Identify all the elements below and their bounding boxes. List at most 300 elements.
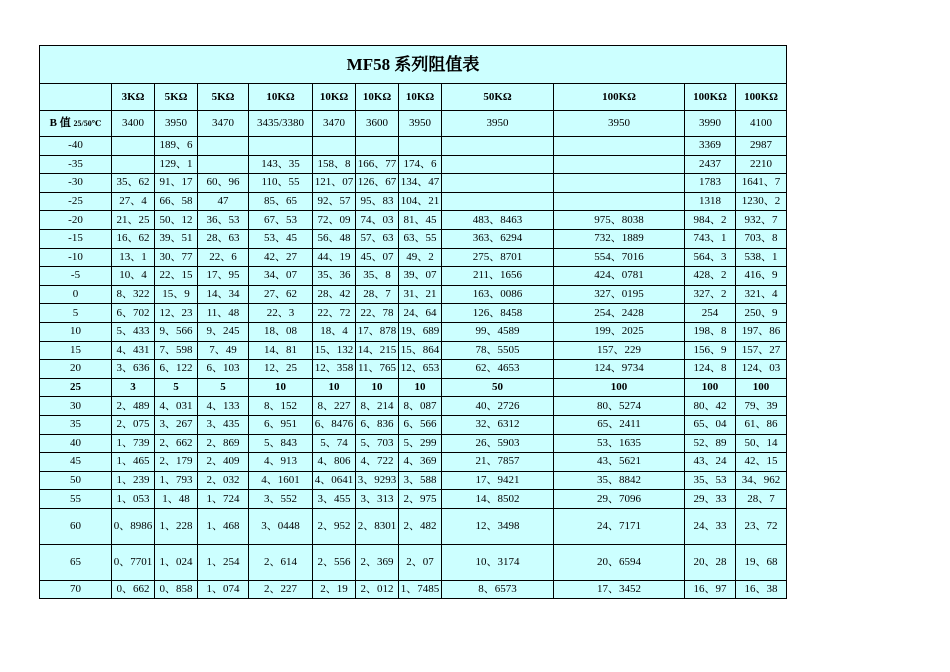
resistance-cell: 16、38 <box>736 580 787 599</box>
b-value-label-suffix: 25/50℃ <box>73 119 102 128</box>
resistance-cell: 174、6 <box>399 155 442 174</box>
temperature-cell: 45 <box>40 453 112 472</box>
resistance-cell: 3369 <box>685 137 736 156</box>
table-row <box>40 453 787 472</box>
temperature-cell: 35 <box>40 415 112 434</box>
temperature-cell: 25 <box>40 378 112 397</box>
resistance-cell: 3、267 <box>155 415 198 434</box>
resistance-cell: 22、3 <box>249 304 313 323</box>
resistance-cell: 4、369 <box>399 453 442 472</box>
resistance-cell: 275、8701 <box>442 248 554 267</box>
table-row <box>40 508 787 544</box>
resistance-cell: 1、053 <box>112 490 155 509</box>
resistance-cell: 35、8 <box>356 267 399 286</box>
resistance-cell: 12、653 <box>399 360 442 379</box>
resistance-cell: 32、6312 <box>442 415 554 434</box>
resistance-cell: 15、9 <box>155 285 198 304</box>
resistance-cell: 22、15 <box>155 267 198 286</box>
resistance-cell: 6、8476 <box>313 415 356 434</box>
resistance-cell: 31、21 <box>399 285 442 304</box>
temperature-cell: -25 <box>40 192 112 211</box>
column-header: 5KΩ <box>155 84 198 111</box>
resistance-cell: 4、133 <box>198 397 249 416</box>
resistance-cell: 12、3498 <box>442 508 554 544</box>
resistance-cell: 40、2726 <box>442 397 554 416</box>
resistance-cell: 91、17 <box>155 174 198 193</box>
resistance-cell: 28、7 <box>356 285 399 304</box>
table-row <box>40 211 787 230</box>
resistance-cell: 57、63 <box>356 229 399 248</box>
resistance-cell: 24、7171 <box>554 508 685 544</box>
resistance-cell: 17、95 <box>198 267 249 286</box>
resistance-cell: 35、62 <box>112 174 155 193</box>
resistance-cell <box>356 137 399 156</box>
header-row <box>40 84 787 111</box>
resistance-cell: 62、4653 <box>442 360 554 379</box>
resistance-cell: 703、8 <box>736 229 787 248</box>
temperature-cell: 40 <box>40 434 112 453</box>
resistance-cell: 10、4 <box>112 267 155 286</box>
b-value-row <box>40 111 787 137</box>
resistance-cell: 60、96 <box>198 174 249 193</box>
resistance-cell: 6、951 <box>249 415 313 434</box>
resistance-cell: 198、8 <box>685 322 736 341</box>
table-row <box>40 174 787 193</box>
resistance-cell: 39、51 <box>155 229 198 248</box>
b-value-label-text: B 值 <box>49 117 74 129</box>
resistance-cell <box>198 137 249 156</box>
temperature-cell: 60 <box>40 508 112 544</box>
temperature-cell: 65 <box>40 544 112 580</box>
column-header: 10KΩ <box>399 84 442 111</box>
resistance-cell: 34、07 <box>249 267 313 286</box>
table-row <box>40 285 787 304</box>
resistance-cell: 22、78 <box>356 304 399 323</box>
temperature-cell: 70 <box>40 580 112 599</box>
resistance-cell: 74、03 <box>356 211 399 230</box>
resistance-cell: 16、62 <box>112 229 155 248</box>
resistance-cell: 2、409 <box>198 453 249 472</box>
resistance-cell: 80、42 <box>685 397 736 416</box>
resistance-cell <box>112 155 155 174</box>
resistance-cell: 5、843 <box>249 434 313 453</box>
resistance-cell: 126、8458 <box>442 304 554 323</box>
resistance-cell <box>554 174 685 193</box>
resistance-cell: 66、58 <box>155 192 198 211</box>
resistance-cell: 29、33 <box>685 490 736 509</box>
resistance-cell: 416、9 <box>736 267 787 286</box>
resistance-cell: 8、227 <box>313 397 356 416</box>
column-header: 10KΩ <box>249 84 313 111</box>
resistance-cell: 26、5903 <box>442 434 554 453</box>
resistance-cell: 29、7096 <box>554 490 685 509</box>
resistance-cell: 22、6 <box>198 248 249 267</box>
table-row <box>40 544 787 580</box>
resistance-cell: 6、103 <box>198 360 249 379</box>
resistance-cell: 100 <box>736 378 787 397</box>
b-value-cell: 3950 <box>554 111 685 137</box>
resistance-cell: 1783 <box>685 174 736 193</box>
resistance-cell: 81、45 <box>399 211 442 230</box>
resistance-cell <box>554 155 685 174</box>
resistance-cell: 1、468 <box>198 508 249 544</box>
resistance-cell: 2、227 <box>249 580 313 599</box>
column-header: 100KΩ <box>554 84 685 111</box>
resistance-cell: 4、722 <box>356 453 399 472</box>
resistance-cell: 7、49 <box>198 341 249 360</box>
resistance-cell: 3、552 <box>249 490 313 509</box>
resistance-cell: 10 <box>399 378 442 397</box>
column-header: 10KΩ <box>313 84 356 111</box>
table-row <box>40 397 787 416</box>
resistance-cell: 10 <box>249 378 313 397</box>
resistance-cell: 14、215 <box>356 341 399 360</box>
resistance-cell <box>442 155 554 174</box>
resistance-cell: 8、6573 <box>442 580 554 599</box>
resistance-cell: 28、63 <box>198 229 249 248</box>
resistance-cell: 1、724 <box>198 490 249 509</box>
table-row <box>40 360 787 379</box>
resistance-cell: 1、254 <box>198 544 249 580</box>
resistance-cell: 8、322 <box>112 285 155 304</box>
resistance-cell: 27、62 <box>249 285 313 304</box>
resistance-cell: 8、152 <box>249 397 313 416</box>
resistance-cell: 9、566 <box>155 322 198 341</box>
temperature-cell: -5 <box>40 267 112 286</box>
column-header: 50KΩ <box>442 84 554 111</box>
resistance-cell: 13、1 <box>112 248 155 267</box>
b-value-cell: 3435/3380 <box>249 111 313 137</box>
resistance-cell: 2987 <box>736 137 787 156</box>
resistance-cell: 24、64 <box>399 304 442 323</box>
resistance-cell: 2、07 <box>399 544 442 580</box>
table-row <box>40 155 787 174</box>
resistance-cell: 34、962 <box>736 471 787 490</box>
resistance-cell: 0、8986 <box>112 508 155 544</box>
resistance-cell: 53、45 <box>249 229 313 248</box>
temperature-cell: 30 <box>40 397 112 416</box>
b-value-cell: 3470 <box>198 111 249 137</box>
resistance-cell: 100 <box>685 378 736 397</box>
resistance-cell: 49、2 <box>399 248 442 267</box>
resistance-cell: 2、179 <box>155 453 198 472</box>
resistance-cell: 10 <box>356 378 399 397</box>
resistance-cell: 984、2 <box>685 211 736 230</box>
resistance-cell: 10 <box>313 378 356 397</box>
resistance-cell: 50、14 <box>736 434 787 453</box>
resistance-cell: 483、8463 <box>442 211 554 230</box>
resistance-cell: 250、9 <box>736 304 787 323</box>
resistance-cell: 35、36 <box>313 267 356 286</box>
resistance-cell <box>112 137 155 156</box>
table-row <box>40 137 787 156</box>
column-header: 5KΩ <box>198 84 249 111</box>
resistance-cell: 1641、7 <box>736 174 787 193</box>
resistance-cell: 12、23 <box>155 304 198 323</box>
resistance-cell <box>313 137 356 156</box>
column-header: 10KΩ <box>356 84 399 111</box>
resistance-cell: 99、4589 <box>442 322 554 341</box>
resistance-cell: 24、33 <box>685 508 736 544</box>
resistance-cell: 5、299 <box>399 434 442 453</box>
resistance-cell: 1、465 <box>112 453 155 472</box>
resistance-cell <box>442 192 554 211</box>
resistance-cell: 3、636 <box>112 360 155 379</box>
resistance-cell: 254、2428 <box>554 304 685 323</box>
resistance-cell: 14、34 <box>198 285 249 304</box>
resistance-cell <box>198 155 249 174</box>
resistance-cell: 17、9421 <box>442 471 554 490</box>
resistance-cell: 4、1601 <box>249 471 313 490</box>
resistance-cell: 53、1635 <box>554 434 685 453</box>
resistance-cell: 43、24 <box>685 453 736 472</box>
resistance-cell: 211、1656 <box>442 267 554 286</box>
resistance-cell: 3 <box>112 378 155 397</box>
resistance-cell: 67、53 <box>249 211 313 230</box>
resistance-cell: 327、2 <box>685 285 736 304</box>
resistance-cell: 21、25 <box>112 211 155 230</box>
resistance-cell: 6、836 <box>356 415 399 434</box>
resistance-cell: 65、2411 <box>554 415 685 434</box>
resistance-cell: 124、8 <box>685 360 736 379</box>
temperature-cell: -10 <box>40 248 112 267</box>
resistance-cell: 30、77 <box>155 248 198 267</box>
resistance-cell: 197、86 <box>736 322 787 341</box>
resistance-cell: 18、08 <box>249 322 313 341</box>
resistance-cell: 2、032 <box>198 471 249 490</box>
resistance-cell <box>249 137 313 156</box>
resistance-cell: 79、39 <box>736 397 787 416</box>
resistance-cell: 2、012 <box>356 580 399 599</box>
resistance-cell: 4、913 <box>249 453 313 472</box>
resistance-cell: 2437 <box>685 155 736 174</box>
table-row <box>40 267 787 286</box>
resistance-cell: 56、48 <box>313 229 356 248</box>
resistance-cell: 8、087 <box>399 397 442 416</box>
temperature-cell: 20 <box>40 360 112 379</box>
resistance-cell: 2、19 <box>313 580 356 599</box>
resistance-cell: 11、48 <box>198 304 249 323</box>
table-row <box>40 378 787 397</box>
resistance-cell: 321、4 <box>736 285 787 304</box>
resistance-cell: 19、689 <box>399 322 442 341</box>
resistance-cell <box>399 137 442 156</box>
resistance-cell: 166、77 <box>356 155 399 174</box>
resistance-cell: 52、89 <box>685 434 736 453</box>
temperature-cell: 15 <box>40 341 112 360</box>
resistance-cell: 80、5274 <box>554 397 685 416</box>
resistance-cell: 63、55 <box>399 229 442 248</box>
resistance-cell: 43、5621 <box>554 453 685 472</box>
resistance-cell: 158、8 <box>313 155 356 174</box>
resistance-cell: 28、7 <box>736 490 787 509</box>
table-row <box>40 341 787 360</box>
resistance-cell: 428、2 <box>685 267 736 286</box>
resistance-cell: 124、9734 <box>554 360 685 379</box>
resistance-cell: 3、313 <box>356 490 399 509</box>
column-header: 100KΩ <box>685 84 736 111</box>
resistance-cell: 23、72 <box>736 508 787 544</box>
resistance-cell: 50 <box>442 378 554 397</box>
resistance-cell: 14、81 <box>249 341 313 360</box>
resistance-cell: 363、6294 <box>442 229 554 248</box>
resistance-cell: 17、3452 <box>554 580 685 599</box>
temperature-cell: -20 <box>40 211 112 230</box>
resistance-cell: 126、67 <box>356 174 399 193</box>
b-value-cell: 3950 <box>442 111 554 137</box>
resistance-cell: 124、03 <box>736 360 787 379</box>
resistance-cell: 18、4 <box>313 322 356 341</box>
b-value-cell: 3990 <box>685 111 736 137</box>
resistance-cell: 975、8038 <box>554 211 685 230</box>
resistance-cell: 121、07 <box>313 174 356 193</box>
resistance-cell: 4、031 <box>155 397 198 416</box>
column-header <box>40 84 112 111</box>
resistance-cell: 45、07 <box>356 248 399 267</box>
resistance-cell: 129、1 <box>155 155 198 174</box>
resistance-cell: 5 <box>155 378 198 397</box>
resistance-cell: 15、132 <box>313 341 356 360</box>
resistance-cell: 47 <box>198 192 249 211</box>
resistance-cell: 2、869 <box>198 434 249 453</box>
table-row <box>40 580 787 599</box>
column-header: 100KΩ <box>736 84 787 111</box>
temperature-cell: 0 <box>40 285 112 304</box>
resistance-cell: 14、8502 <box>442 490 554 509</box>
resistance-cell: 42、27 <box>249 248 313 267</box>
temperature-cell: -40 <box>40 137 112 156</box>
resistance-cell: 50、12 <box>155 211 198 230</box>
resistance-cell: 189、6 <box>155 137 198 156</box>
resistance-cell: 157、229 <box>554 341 685 360</box>
table-row <box>40 192 787 211</box>
resistance-cell: 1230、2 <box>736 192 787 211</box>
resistance-cell: 44、19 <box>313 248 356 267</box>
resistance-cell: 2、369 <box>356 544 399 580</box>
resistance-cell: 19、68 <box>736 544 787 580</box>
resistance-cell: 6、566 <box>399 415 442 434</box>
resistance-cell: 156、9 <box>685 341 736 360</box>
resistance-cell: 78、5505 <box>442 341 554 360</box>
b-value-label <box>40 111 112 137</box>
resistance-cell: 1、7485 <box>399 580 442 599</box>
resistance-cell: 1、074 <box>198 580 249 599</box>
b-value-cell: 3600 <box>356 111 399 137</box>
resistance-cell: 42、15 <box>736 453 787 472</box>
b-value-cell: 3470 <box>313 111 356 137</box>
resistance-cell: 538、1 <box>736 248 787 267</box>
resistance-cell: 4、0641 <box>313 471 356 490</box>
resistance-cell: 2、489 <box>112 397 155 416</box>
temperature-cell: 5 <box>40 304 112 323</box>
resistance-cell: 2、556 <box>313 544 356 580</box>
resistance-table <box>39 45 787 599</box>
resistance-cell <box>442 137 554 156</box>
resistance-cell: 21、7857 <box>442 453 554 472</box>
table-row <box>40 322 787 341</box>
resistance-cell: 163、0086 <box>442 285 554 304</box>
resistance-cell: 15、864 <box>399 341 442 360</box>
resistance-cell: 1、793 <box>155 471 198 490</box>
resistance-cell: 7、598 <box>155 341 198 360</box>
resistance-cell: 20、28 <box>685 544 736 580</box>
table-row <box>40 434 787 453</box>
resistance-cell: 2、952 <box>313 508 356 544</box>
temperature-cell: 10 <box>40 322 112 341</box>
resistance-cell: 1、48 <box>155 490 198 509</box>
temperature-cell: -35 <box>40 155 112 174</box>
resistance-cell <box>554 137 685 156</box>
resistance-cell: 732、1889 <box>554 229 685 248</box>
resistance-cell: 72、09 <box>313 211 356 230</box>
resistance-cell: 5、74 <box>313 434 356 453</box>
column-header: 3KΩ <box>112 84 155 111</box>
resistance-cell: 110、55 <box>249 174 313 193</box>
resistance-cell: 22、72 <box>313 304 356 323</box>
resistance-cell: 5、433 <box>112 322 155 341</box>
resistance-cell: 35、8842 <box>554 471 685 490</box>
resistance-cell: 2、662 <box>155 434 198 453</box>
resistance-cell: 2210 <box>736 155 787 174</box>
table-row <box>40 415 787 434</box>
resistance-cell: 0、7701 <box>112 544 155 580</box>
resistance-cell: 2、8301 <box>356 508 399 544</box>
temperature-cell: -15 <box>40 229 112 248</box>
resistance-cell: 39、07 <box>399 267 442 286</box>
resistance-cell <box>442 174 554 193</box>
resistance-cell: 3、435 <box>198 415 249 434</box>
table-body <box>40 46 787 599</box>
table-row <box>40 229 787 248</box>
resistance-cell: 254 <box>685 304 736 323</box>
resistance-cell: 16、97 <box>685 580 736 599</box>
resistance-cell: 95、83 <box>356 192 399 211</box>
resistance-cell: 11、765 <box>356 360 399 379</box>
resistance-cell: 327、0195 <box>554 285 685 304</box>
resistance-cell: 2、482 <box>399 508 442 544</box>
resistance-cell: 3、455 <box>313 490 356 509</box>
resistance-cell: 134、47 <box>399 174 442 193</box>
table-row <box>40 248 787 267</box>
resistance-cell: 3、588 <box>399 471 442 490</box>
resistance-cell: 61、86 <box>736 415 787 434</box>
b-value-cell: 3950 <box>155 111 198 137</box>
table-title: MF58 系列阻值表 <box>40 46 787 84</box>
temperature-cell: -30 <box>40 174 112 193</box>
resistance-cell: 4、431 <box>112 341 155 360</box>
b-value-cell: 4100 <box>736 111 787 137</box>
resistance-cell: 100 <box>554 378 685 397</box>
resistance-cell: 4、806 <box>313 453 356 472</box>
resistance-cell: 3、9293 <box>356 471 399 490</box>
resistance-cell: 104、21 <box>399 192 442 211</box>
resistance-cell: 5、703 <box>356 434 399 453</box>
resistance-cell: 20、6594 <box>554 544 685 580</box>
resistance-cell <box>554 192 685 211</box>
resistance-cell: 0、662 <box>112 580 155 599</box>
b-value-cell: 3950 <box>399 111 442 137</box>
temperature-cell: 50 <box>40 471 112 490</box>
resistance-cell: 17、878 <box>356 322 399 341</box>
resistance-cell: 743、1 <box>685 229 736 248</box>
resistance-cell: 1、024 <box>155 544 198 580</box>
resistance-cell: 5 <box>198 378 249 397</box>
resistance-cell: 2、075 <box>112 415 155 434</box>
resistance-cell: 1、228 <box>155 508 198 544</box>
resistance-cell: 36、53 <box>198 211 249 230</box>
resistance-cell: 1318 <box>685 192 736 211</box>
resistance-cell: 3、0448 <box>249 508 313 544</box>
